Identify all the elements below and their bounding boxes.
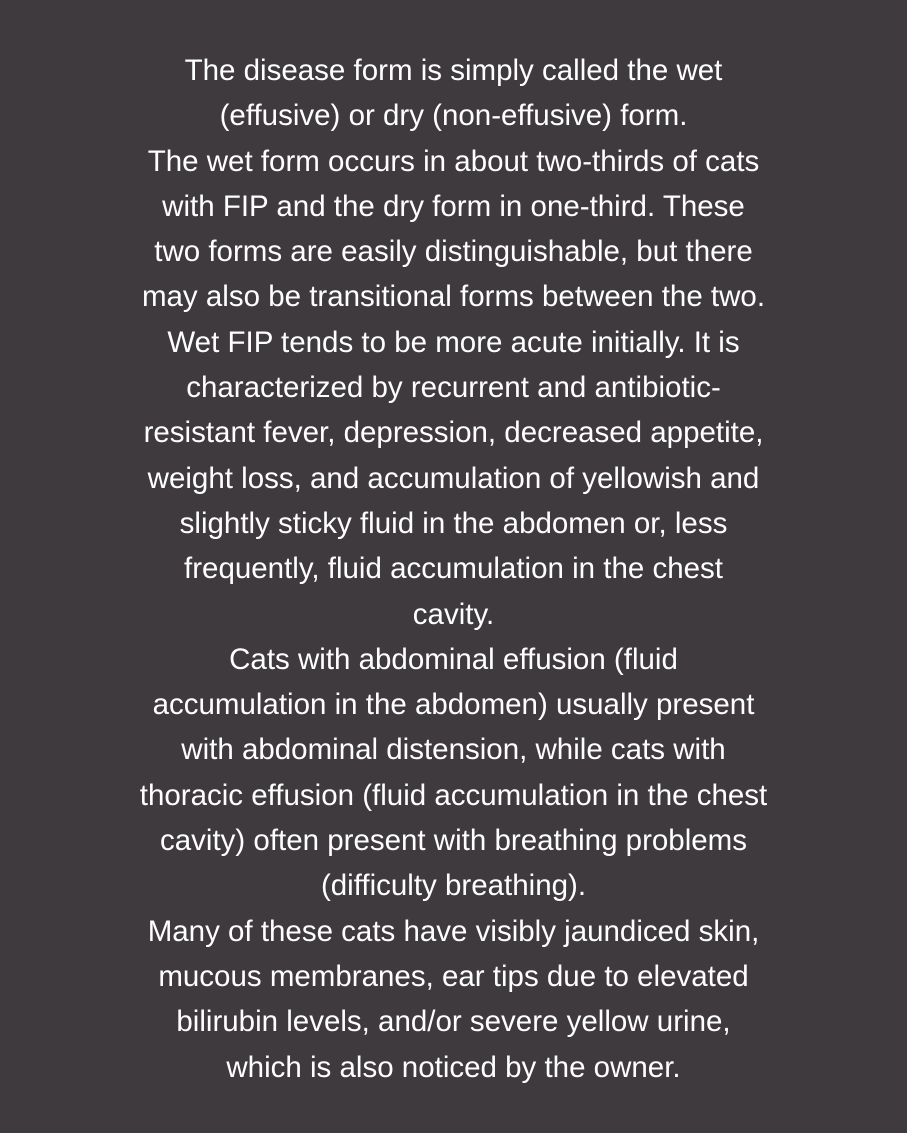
fip-description-text (100, 48, 807, 1090)
text-line: Cats with abdominal effusion (fluid (229, 642, 678, 676)
text-line: (effusive) or dry (non-effusive) form. (219, 99, 688, 133)
text-line: may also be transitional forms between the two. (141, 280, 766, 314)
text-line: Wet FIP tends to be more acute initially. It is (167, 325, 740, 359)
text-line: The wet form occurs in about two-thirds of cats (147, 144, 760, 178)
text-line: cavity. (412, 597, 495, 631)
text-line: cavity) often present with breathing problems (159, 824, 748, 858)
text-line: accumulation in the abdomen) usually present (152, 688, 755, 722)
text-line: Many of these cats have visibly jaundiced skin, (147, 914, 760, 948)
text-line: two forms are easily distinguishable, but there (154, 235, 753, 269)
text-line: slightly sticky fluid in the abdomen or, less (179, 506, 728, 540)
text-line: which is also noticed by the owner. (226, 1050, 681, 1084)
text-line: with abdominal distension, while cats with (181, 733, 726, 767)
text-line: (difficulty breathing). (320, 869, 587, 903)
text-line: bilirubin levels, and/or severe yellow urine, (176, 1005, 731, 1039)
text-line: frequently, fluid accumulation in the chest (184, 552, 723, 586)
text-line: thoracic effusion (fluid accumulation in the chest (139, 778, 768, 812)
text-line: weight loss, and accumulation of yellowish and (147, 461, 760, 495)
text-line: mucous membranes, ear tips due to elevated (158, 959, 749, 993)
text-line: resistant fever, depression, decreased appetite, (143, 416, 764, 450)
text-line: with FIP and the dry form in one-third. These (162, 189, 745, 223)
text-line: The disease form is simply called the wet (184, 54, 723, 87)
text-line: characterized by recurrent and antibiotic- (186, 371, 721, 405)
